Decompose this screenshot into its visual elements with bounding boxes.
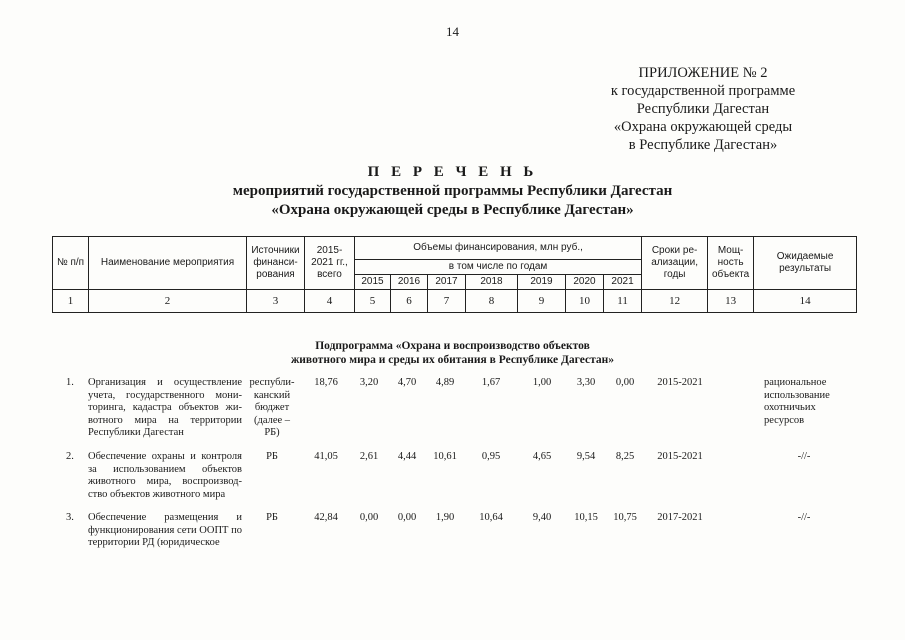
column-number: 1 (53, 290, 89, 313)
table-row (52, 512, 856, 552)
year-amount: 8,25 (615, 451, 635, 462)
year-amount: 10,64 (479, 512, 503, 523)
appendix-line: Республики Дагестан (636, 101, 770, 117)
year-amount: 0,00 (397, 512, 417, 523)
header-name: Наименование мероприятия (89, 237, 247, 290)
year-amount: 0,00 (615, 377, 635, 388)
year-amount: 10,15 (574, 512, 598, 523)
column-number: 14 (754, 290, 857, 313)
year-amount: 10,61 (433, 451, 457, 462)
year-amount: 1,67 (481, 377, 501, 388)
appendix-line: к государственной программе (610, 83, 796, 99)
header-year: 2016 (391, 275, 428, 290)
column-number: 4 (305, 290, 355, 313)
column-number: 7 (428, 290, 466, 313)
appendix-line: «Охрана окружающей среды (613, 119, 793, 135)
header-year: 2017 (428, 275, 466, 290)
year-amount: 3,20 (359, 377, 379, 388)
title-line: П Е Р Е Ч Е Н Ь (367, 164, 538, 180)
header-funding: Объемы финансирования, млн руб., (355, 237, 642, 260)
header-by-years: в том числе по годам (355, 260, 642, 275)
column-number: 10 (566, 290, 604, 313)
column-number: 2 (89, 290, 247, 313)
header-num: № п/п (53, 237, 89, 290)
year-amount: 1,00 (532, 377, 552, 388)
column-number: 5 (355, 290, 391, 313)
year-amount: 4,44 (397, 451, 417, 462)
table-row (52, 377, 856, 439)
column-number: 12 (642, 290, 708, 313)
header-year: 2019 (518, 275, 566, 290)
header-year: 2021 (604, 275, 642, 290)
subprogram-line: животного мира и среды их обитания в Республике Дагестан» (290, 354, 615, 366)
row-number: 2. (66, 451, 74, 462)
header-year: 2020 (566, 275, 604, 290)
header-capacity: Мощ-ность объекта (708, 237, 754, 290)
column-number: 6 (391, 290, 428, 313)
subprogram-heading (0, 339, 905, 367)
page-number: 14 (446, 24, 459, 39)
appendix-header (583, 64, 823, 154)
header-results: Ожидаемые результаты (754, 237, 857, 290)
row-number: 1. (66, 377, 74, 388)
title-line: мероприятий государственной программы Республики Дагестан (232, 183, 673, 199)
appendix-line: ПРИЛОЖЕНИЕ № 2 (638, 65, 768, 81)
column-number: 11 (604, 290, 642, 313)
column-number: 9 (518, 290, 566, 313)
header-year: 2018 (466, 275, 518, 290)
funding-source: республи-канский бюджет (далее – РБ) (249, 377, 295, 438)
table-header (52, 236, 857, 313)
header-source: Источники финанси-рования (247, 237, 305, 290)
row-number: 3. (66, 512, 74, 523)
year-amount: 1,90 (435, 512, 455, 523)
appendix-line: в Республике Дагестан» (628, 137, 778, 153)
expected-result: -//- (797, 512, 811, 523)
total-amount: 18,76 (314, 377, 338, 388)
column-number: 8 (466, 290, 518, 313)
year-amount: 3,30 (576, 377, 596, 388)
measure-name: Обеспечение размещения и функционирования сети ООПТ по территории РД (юридическое (88, 512, 242, 548)
column-number: 13 (708, 290, 754, 313)
year-amount: 9,54 (576, 451, 596, 462)
year-amount: 0,00 (359, 512, 379, 523)
funding-source: РБ (266, 512, 278, 523)
year-amount: 0,95 (481, 451, 501, 462)
year-amount: 10,75 (613, 512, 637, 523)
year-amount: 4,65 (532, 451, 552, 462)
expected-result: рациональное использование охотничьих ресурсов (764, 377, 830, 426)
implementation-term: 2015-2021 (657, 377, 703, 388)
document-title (0, 162, 905, 220)
implementation-term: 2015-2021 (657, 451, 703, 462)
header-total: 2015-2021 гг., всего (305, 237, 355, 290)
total-amount: 41,05 (314, 451, 338, 462)
expected-result: -//- (797, 451, 811, 462)
column-number: 3 (247, 290, 305, 313)
year-amount: 2,61 (359, 451, 379, 462)
measure-name: Обеспечение охраны и контроля за использованием объектов животного мира, воспроизвод-ство объектов животного мира (88, 451, 242, 500)
implementation-term: 2017-2021 (657, 512, 703, 523)
header-terms: Сроки ре-ализации, годы (642, 237, 708, 290)
year-amount: 4,89 (435, 377, 455, 388)
header-year: 2015 (355, 275, 391, 290)
table-row (52, 451, 856, 501)
subprogram-line: Подпрограмма «Охрана и воспроизводство объектов (315, 340, 590, 352)
total-amount: 42,84 (314, 512, 338, 523)
year-amount: 9,40 (532, 512, 552, 523)
measure-name: Организация и осуществление учета, государственного мони-торинга, кадастра объектов жи-вотного мира на территории Республики Дагестан (88, 377, 242, 438)
funding-source: РБ (266, 451, 278, 462)
title-line: «Охрана окружающей среды в Республике Дагестан» (271, 202, 634, 218)
year-amount: 4,70 (397, 377, 417, 388)
